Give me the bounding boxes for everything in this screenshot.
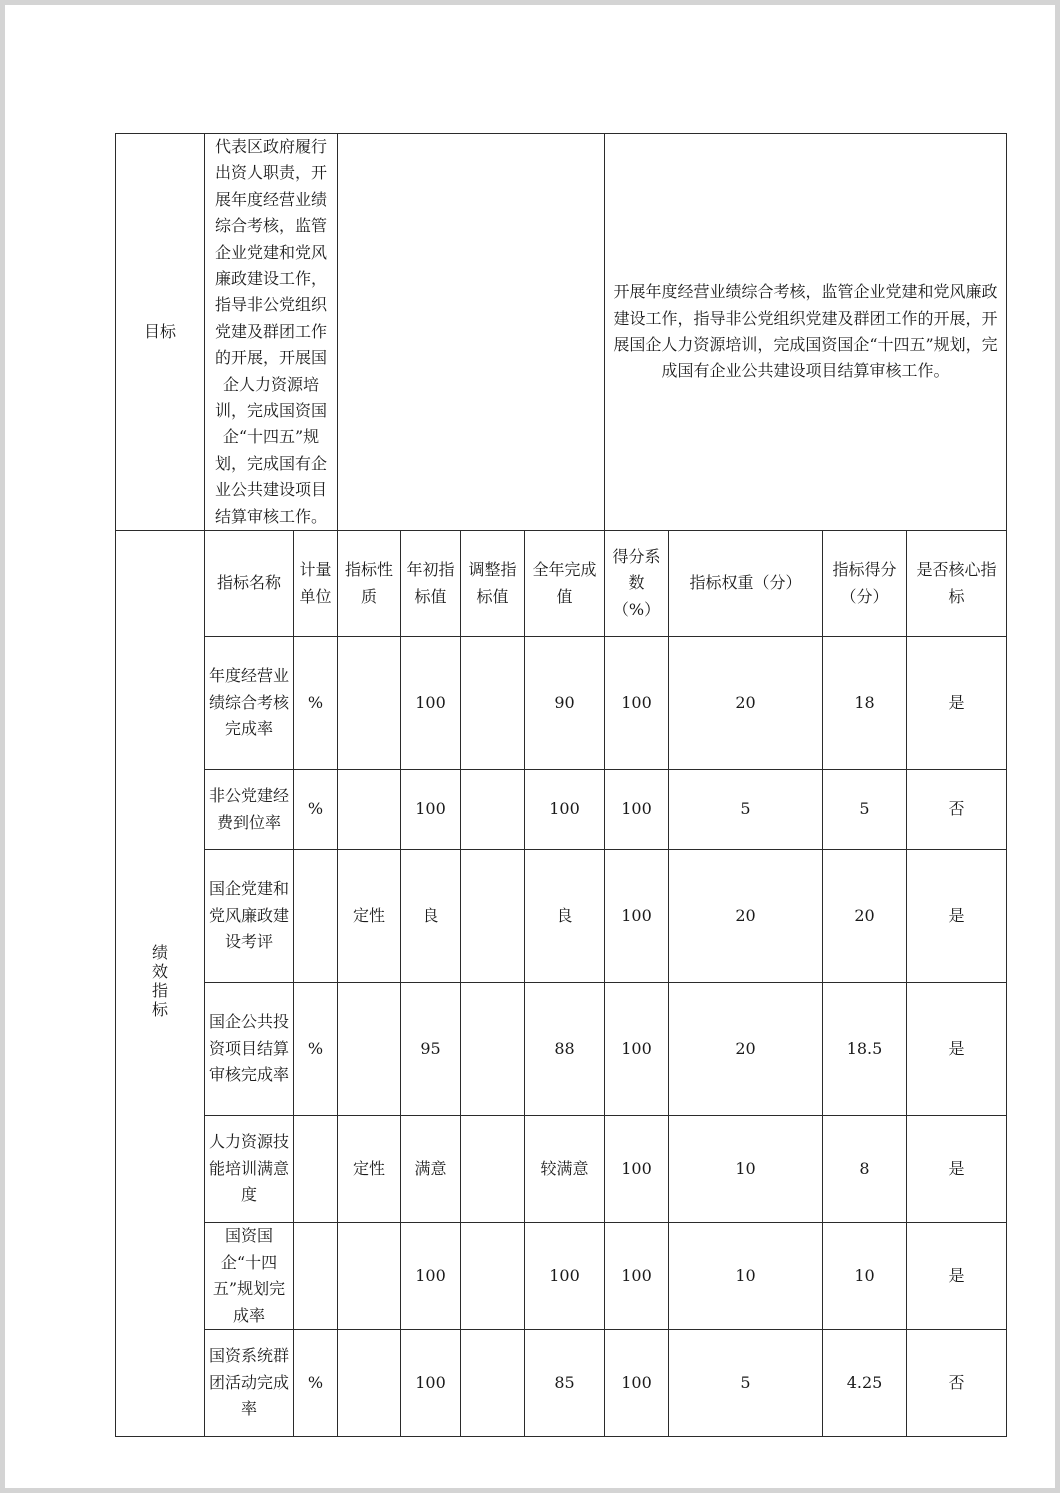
performance-table xyxy=(115,133,1007,1437)
nature-cell xyxy=(338,1330,401,1437)
header-cell: 指标得分（分） xyxy=(823,531,907,637)
core-cell: 是 xyxy=(907,1116,1007,1223)
indicator-name: 国资系统群团活动完成率 xyxy=(205,1330,294,1437)
weight-cell: 20 xyxy=(669,983,823,1116)
indicator-name: 年度经营业绩综合考核完成率 xyxy=(205,637,294,770)
header-row xyxy=(116,531,1007,637)
perf-section-label: 绩效指标 xyxy=(116,531,205,1437)
coef-cell: 100 xyxy=(605,1116,669,1223)
table-row xyxy=(116,1223,1007,1330)
nature-cell: 定性 xyxy=(338,850,401,983)
coef-cell: 100 xyxy=(605,1330,669,1437)
unit-cell: % xyxy=(294,637,338,770)
score-cell: 8 xyxy=(823,1116,907,1223)
coef-cell: 100 xyxy=(605,1223,669,1330)
table-row xyxy=(116,637,1007,770)
goal-label: 目标 xyxy=(116,134,205,531)
goal-text-middle xyxy=(338,134,605,531)
header-cell: 指标性质 xyxy=(338,531,401,637)
header-cell: 得分系数（%） xyxy=(605,531,669,637)
initial-value-cell: 100 xyxy=(401,770,461,850)
core-cell: 是 xyxy=(907,850,1007,983)
actual-value-cell: 良 xyxy=(525,850,605,983)
goal-text-left: 代表区政府履行出资人职责，开展年度经营业绩综合考核，监管企业党建和党风廉政建设工作，指导非公党组织党建及群团工作的开展，开展国企人力资源培训，完成国资国企“十四五”规划，完成国有企业公共建设项目结算审核工作。 xyxy=(205,134,338,531)
adjusted-value-cell xyxy=(461,1330,525,1437)
core-cell: 是 xyxy=(907,637,1007,770)
actual-value-cell: 100 xyxy=(525,1223,605,1330)
goal-text-right: 开展年度经营业绩综合考核，监管企业党建和党风廉政建设工作，指导非公党组织党建及群团工作的开展，开展国企人力资源培训，完成国资国企“十四五”规划，完成国有企业公共建设项目结算审核工作。 xyxy=(605,134,1007,531)
goal-row xyxy=(116,134,1007,531)
table-row xyxy=(116,1116,1007,1223)
adjusted-value-cell xyxy=(461,770,525,850)
core-cell: 否 xyxy=(907,770,1007,850)
score-cell: 18 xyxy=(823,637,907,770)
header-cell: 计量单位 xyxy=(294,531,338,637)
indicator-name: 国资国企“十四五”规划完成率 xyxy=(205,1223,294,1330)
initial-value-cell: 满意 xyxy=(401,1116,461,1223)
adjusted-value-cell xyxy=(461,637,525,770)
initial-value-cell: 100 xyxy=(401,637,461,770)
score-cell: 20 xyxy=(823,850,907,983)
actual-value-cell: 较满意 xyxy=(525,1116,605,1223)
weight-cell: 5 xyxy=(669,770,823,850)
nature-cell: 定性 xyxy=(338,1116,401,1223)
unit-cell: % xyxy=(294,1330,338,1437)
score-cell: 4.25 xyxy=(823,1330,907,1437)
unit-cell: % xyxy=(294,770,338,850)
initial-value-cell: 100 xyxy=(401,1330,461,1437)
score-cell: 10 xyxy=(823,1223,907,1330)
unit-cell xyxy=(294,1223,338,1330)
coef-cell: 100 xyxy=(605,637,669,770)
initial-value-cell: 95 xyxy=(401,983,461,1116)
initial-value-cell: 良 xyxy=(401,850,461,983)
coef-cell: 100 xyxy=(605,983,669,1116)
weight-cell: 10 xyxy=(669,1116,823,1223)
coef-cell: 100 xyxy=(605,850,669,983)
adjusted-value-cell xyxy=(461,983,525,1116)
weight-cell: 20 xyxy=(669,850,823,983)
unit-cell xyxy=(294,1116,338,1223)
core-cell: 否 xyxy=(907,1330,1007,1437)
actual-value-cell: 100 xyxy=(525,770,605,850)
adjusted-value-cell xyxy=(461,850,525,983)
weight-cell: 20 xyxy=(669,637,823,770)
indicator-name: 国企党建和党风廉政建设考评 xyxy=(205,850,294,983)
indicator-name: 人力资源技能培训满意度 xyxy=(205,1116,294,1223)
score-cell: 5 xyxy=(823,770,907,850)
header-cell: 年初指标值 xyxy=(401,531,461,637)
weight-cell: 5 xyxy=(669,1330,823,1437)
indicator-name: 国企公共投资项目结算审核完成率 xyxy=(205,983,294,1116)
table-row xyxy=(116,1330,1007,1437)
actual-value-cell: 90 xyxy=(525,637,605,770)
adjusted-value-cell xyxy=(461,1116,525,1223)
table-row xyxy=(116,983,1007,1116)
indicator-name: 非公党建经费到位率 xyxy=(205,770,294,850)
score-cell: 18.5 xyxy=(823,983,907,1116)
nature-cell xyxy=(338,770,401,850)
adjusted-value-cell xyxy=(461,1223,525,1330)
nature-cell xyxy=(338,1223,401,1330)
nature-cell xyxy=(338,637,401,770)
document-page xyxy=(5,5,1055,1488)
actual-value-cell: 88 xyxy=(525,983,605,1116)
initial-value-cell: 100 xyxy=(401,1223,461,1330)
core-cell: 是 xyxy=(907,983,1007,1116)
nature-cell xyxy=(338,983,401,1116)
weight-cell: 10 xyxy=(669,1223,823,1330)
actual-value-cell: 85 xyxy=(525,1330,605,1437)
header-cell: 全年完成值 xyxy=(525,531,605,637)
coef-cell: 100 xyxy=(605,770,669,850)
unit-cell: % xyxy=(294,983,338,1116)
header-cell: 指标名称 xyxy=(205,531,294,637)
core-cell: 是 xyxy=(907,1223,1007,1330)
table-row xyxy=(116,850,1007,983)
header-cell: 是否核心指标 xyxy=(907,531,1007,637)
header-cell: 调整指标值 xyxy=(461,531,525,637)
table-row xyxy=(116,770,1007,850)
header-cell: 指标权重（分） xyxy=(669,531,823,637)
unit-cell xyxy=(294,850,338,983)
